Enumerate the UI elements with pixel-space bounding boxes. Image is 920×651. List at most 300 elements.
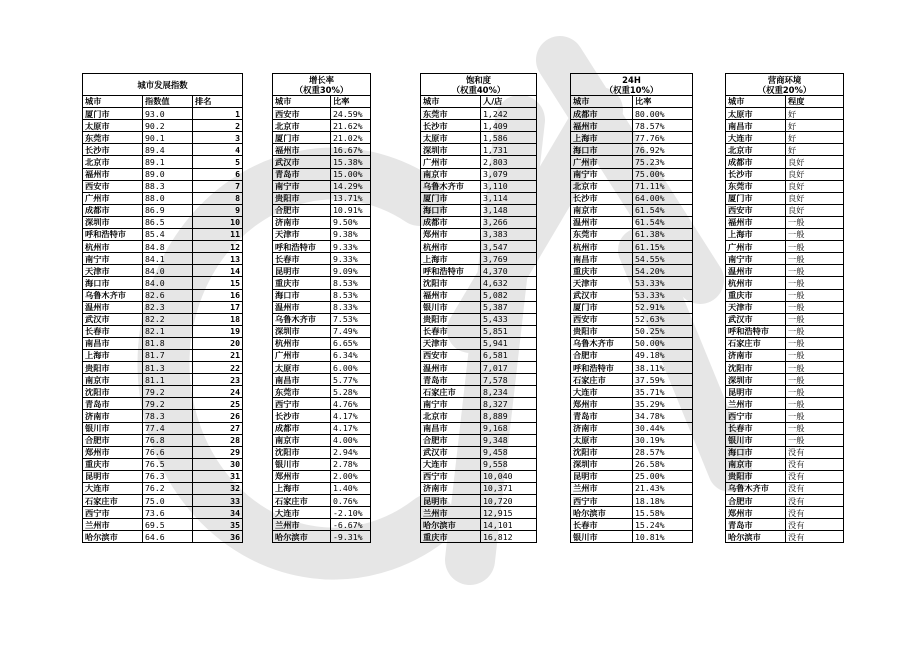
level-cell: 一般	[786, 301, 844, 313]
column-header-people-per-store: 人/店	[481, 96, 537, 108]
value-cell: 26.58%	[633, 458, 693, 470]
table-body	[421, 108, 537, 543]
table-row	[571, 180, 693, 192]
table-row	[273, 495, 371, 507]
value-cell: 61.54%	[633, 204, 693, 216]
city-cell: 广州市	[83, 192, 143, 204]
table-row	[421, 446, 537, 458]
rank-cell: 35	[193, 519, 243, 531]
table-row	[726, 495, 844, 507]
city-cell: 深圳市	[726, 374, 786, 386]
table-row	[421, 483, 537, 495]
value-cell: 4.17%	[331, 410, 371, 422]
value-cell: 75.23%	[633, 156, 693, 168]
table-row	[726, 422, 844, 434]
value-cell: 76.8	[143, 434, 193, 446]
table-row	[83, 434, 243, 446]
city-cell: 杭州市	[83, 241, 143, 253]
city-cell: 广州市	[726, 241, 786, 253]
city-cell: 贵阳市	[421, 313, 481, 325]
value-cell: 82.6	[143, 289, 193, 301]
table-row	[421, 204, 537, 216]
city-cell: 南宁市	[273, 180, 331, 192]
value-cell: 10,720	[481, 495, 537, 507]
table-row	[571, 470, 693, 482]
city-cell: 南京市	[83, 374, 143, 386]
value-cell: 5,082	[481, 289, 537, 301]
table-row	[421, 120, 537, 132]
city-cell: 大连市	[421, 458, 481, 470]
table-row	[83, 325, 243, 337]
24h-table	[570, 73, 693, 543]
city-cell: 乌鲁木齐市	[726, 483, 786, 495]
city-cell: 长沙市	[571, 192, 633, 204]
level-cell: 没有	[786, 458, 844, 470]
city-cell: 海口市	[273, 289, 331, 301]
value-cell: 5.28%	[331, 386, 371, 398]
level-cell: 一般	[786, 374, 844, 386]
table-row	[83, 531, 243, 543]
city-cell: 银川市	[273, 458, 331, 470]
value-cell: 16.67%	[331, 144, 371, 156]
table-row	[571, 531, 693, 543]
rank-cell: 16	[193, 289, 243, 301]
column-header-city: 城市	[273, 96, 331, 108]
table-row	[726, 301, 844, 313]
table-row	[273, 120, 371, 132]
city-cell: 沈阳市	[273, 446, 331, 458]
table-row	[273, 458, 371, 470]
table-row	[421, 325, 537, 337]
value-cell: 76.5	[143, 458, 193, 470]
value-cell: 64.00%	[633, 192, 693, 204]
table-row	[83, 132, 243, 144]
rank-cell: 1	[193, 108, 243, 120]
level-cell: 好	[786, 144, 844, 156]
city-cell: 南昌市	[726, 120, 786, 132]
level-cell: 良好	[786, 204, 844, 216]
table-row	[421, 374, 537, 386]
value-cell: 7.53%	[331, 313, 371, 325]
value-cell: 85.4	[143, 229, 193, 241]
level-cell: 没有	[786, 470, 844, 482]
city-cell: 杭州市	[726, 277, 786, 289]
value-cell: 15.38%	[331, 156, 371, 168]
value-cell: 6.34%	[331, 349, 371, 361]
table-row	[421, 313, 537, 325]
column-header-rank: 排名	[193, 96, 243, 108]
city-cell: 石家庄市	[571, 374, 633, 386]
value-cell: 76.92%	[633, 144, 693, 156]
city-cell: 乌鲁木齐市	[83, 289, 143, 301]
table-row	[726, 289, 844, 301]
value-cell: 81.8	[143, 337, 193, 349]
value-cell: 4.00%	[331, 434, 371, 446]
city-cell: 温州市	[83, 301, 143, 313]
city-cell: 哈尔滨市	[273, 531, 331, 543]
table-title	[421, 74, 537, 96]
table-row	[273, 132, 371, 144]
rank-cell: 31	[193, 470, 243, 482]
rank-cell: 4	[193, 144, 243, 156]
city-cell: 哈尔滨市	[83, 531, 143, 543]
table-row	[571, 132, 693, 144]
table-title: 城市发展指数	[83, 74, 243, 96]
value-cell: 81.3	[143, 362, 193, 374]
city-cell: 上海市	[273, 483, 331, 495]
value-cell: 1.40%	[331, 483, 371, 495]
rank-cell: 8	[193, 192, 243, 204]
growth-rate-table	[272, 73, 371, 543]
value-cell: 35.29%	[633, 398, 693, 410]
city-cell: 杭州市	[421, 241, 481, 253]
city-cell: 西宁市	[273, 398, 331, 410]
city-cell: 南京市	[726, 458, 786, 470]
rank-cell: 27	[193, 422, 243, 434]
table-row	[571, 313, 693, 325]
table-row	[273, 108, 371, 120]
level-cell: 良好	[786, 168, 844, 180]
table-row	[273, 349, 371, 361]
level-cell: 没有	[786, 483, 844, 495]
value-cell: 16,812	[481, 531, 537, 543]
table-row	[571, 192, 693, 204]
rank-cell: 32	[193, 483, 243, 495]
city-cell: 重庆市	[273, 277, 331, 289]
city-cell: 西安市	[726, 204, 786, 216]
city-cell: 成都市	[273, 422, 331, 434]
table-row	[273, 192, 371, 204]
city-cell: 厦门市	[726, 192, 786, 204]
city-cell: 广州市	[421, 156, 481, 168]
city-cell: 昆明市	[83, 470, 143, 482]
rank-cell: 2	[193, 120, 243, 132]
city-cell: 合肥市	[421, 434, 481, 446]
value-cell: 9.50%	[331, 216, 371, 228]
value-cell: 78.3	[143, 410, 193, 422]
value-cell: -6.67%	[331, 519, 371, 531]
rank-cell: 19	[193, 325, 243, 337]
table-row	[726, 325, 844, 337]
city-cell: 南昌市	[571, 253, 633, 265]
rank-cell: 18	[193, 313, 243, 325]
city-cell: 贵阳市	[726, 470, 786, 482]
city-cell: 上海市	[571, 132, 633, 144]
city-cell: 沈阳市	[421, 277, 481, 289]
table-row	[421, 337, 537, 349]
level-cell: 好	[786, 132, 844, 144]
table-title	[726, 74, 844, 96]
table-row	[273, 386, 371, 398]
table-row	[571, 277, 693, 289]
city-cell: 东莞市	[726, 180, 786, 192]
value-cell: 10.81%	[633, 531, 693, 543]
rank-cell: 20	[193, 337, 243, 349]
table-row	[83, 216, 243, 228]
level-cell: 一般	[786, 289, 844, 301]
table-row	[83, 289, 243, 301]
value-cell: 14.29%	[331, 180, 371, 192]
value-cell: 75.00%	[633, 168, 693, 180]
table-body	[273, 108, 371, 543]
value-cell: 5,433	[481, 313, 537, 325]
city-cell: 济南市	[273, 216, 331, 228]
value-cell: 15.24%	[633, 519, 693, 531]
value-cell: 9,558	[481, 458, 537, 470]
city-cell: 长春市	[571, 519, 633, 531]
city-cell: 长春市	[83, 325, 143, 337]
value-cell: 21.43%	[633, 483, 693, 495]
city-cell: 沈阳市	[83, 386, 143, 398]
city-cell: 哈尔滨市	[726, 531, 786, 543]
table-row	[83, 495, 243, 507]
table-title	[273, 74, 371, 96]
table-row	[421, 386, 537, 398]
city-cell: 福州市	[421, 289, 481, 301]
value-cell: 9,168	[481, 422, 537, 434]
city-cell: 太原市	[571, 434, 633, 446]
table-row	[421, 253, 537, 265]
table-row	[83, 120, 243, 132]
value-cell: 12,915	[481, 507, 537, 519]
value-cell: 8.53%	[331, 277, 371, 289]
city-cell: 青岛市	[421, 374, 481, 386]
value-cell: 3,079	[481, 168, 537, 180]
table-row	[571, 156, 693, 168]
table-row	[726, 470, 844, 482]
city-cell: 温州市	[273, 301, 331, 313]
table-row	[726, 120, 844, 132]
value-cell: 88.0	[143, 192, 193, 204]
city-cell: 大连市	[83, 483, 143, 495]
value-cell: 61.54%	[633, 216, 693, 228]
city-cell: 银川市	[726, 434, 786, 446]
value-cell: 77.76%	[633, 132, 693, 144]
table-row	[273, 507, 371, 519]
table-row	[571, 374, 693, 386]
city-cell: 深圳市	[571, 458, 633, 470]
city-cell: 沈阳市	[726, 362, 786, 374]
table-row	[726, 132, 844, 144]
table-row	[571, 386, 693, 398]
rank-cell: 5	[193, 156, 243, 168]
city-cell: 东莞市	[273, 386, 331, 398]
table-row	[421, 168, 537, 180]
city-cell: 成都市	[571, 108, 633, 120]
city-cell: 海口市	[421, 204, 481, 216]
value-cell: 7,578	[481, 374, 537, 386]
value-cell: 90.1	[143, 132, 193, 144]
value-cell: 6.00%	[331, 362, 371, 374]
value-cell: 4,370	[481, 265, 537, 277]
table-row	[273, 362, 371, 374]
city-cell: 福州市	[273, 144, 331, 156]
city-cell: 青岛市	[571, 410, 633, 422]
city-cell: 青岛市	[726, 519, 786, 531]
city-cell: 重庆市	[421, 531, 481, 543]
city-cell: 深圳市	[421, 144, 481, 156]
city-cell: 东莞市	[571, 229, 633, 241]
level-cell: 良好	[786, 156, 844, 168]
table-row	[421, 398, 537, 410]
value-cell: 88.3	[143, 180, 193, 192]
table-title-main: 增长率	[308, 74, 335, 85]
level-cell: 一般	[786, 337, 844, 349]
table-row	[421, 216, 537, 228]
city-cell: 大连市	[726, 132, 786, 144]
table-row	[273, 325, 371, 337]
city-cell: 福州市	[726, 216, 786, 228]
city-cell: 石家庄市	[726, 337, 786, 349]
value-cell: 76.2	[143, 483, 193, 495]
table-row	[421, 495, 537, 507]
table-row	[273, 531, 371, 543]
table-row	[571, 168, 693, 180]
value-cell: 8,327	[481, 398, 537, 410]
table-row	[571, 325, 693, 337]
table-row	[571, 144, 693, 156]
city-cell: 深圳市	[273, 325, 331, 337]
city-cell: 银川市	[83, 422, 143, 434]
column-header-city: 城市	[83, 96, 143, 108]
table-row	[83, 446, 243, 458]
level-cell: 一般	[786, 362, 844, 374]
value-cell: 64.6	[143, 531, 193, 543]
value-cell: 14,101	[481, 519, 537, 531]
table-row	[726, 362, 844, 374]
city-cell: 南京市	[421, 168, 481, 180]
table-row	[571, 398, 693, 410]
value-cell: 10,040	[481, 470, 537, 482]
value-cell: 25.00%	[633, 470, 693, 482]
table-row	[726, 349, 844, 361]
city-cell: 温州市	[726, 265, 786, 277]
city-cell: 乌鲁木齐市	[273, 313, 331, 325]
table-row	[571, 120, 693, 132]
value-cell: 80.00%	[633, 108, 693, 120]
level-cell: 一般	[786, 325, 844, 337]
level-cell: 一般	[786, 422, 844, 434]
city-cell: 南宁市	[421, 398, 481, 410]
city-cell: 上海市	[726, 229, 786, 241]
table-row	[421, 422, 537, 434]
table-row	[726, 531, 844, 543]
city-cell: 厦门市	[273, 132, 331, 144]
value-cell: 9,458	[481, 446, 537, 458]
city-cell: 大连市	[273, 507, 331, 519]
table-row	[421, 144, 537, 156]
value-cell: 73.6	[143, 507, 193, 519]
level-cell: 一般	[786, 229, 844, 241]
city-cell: 贵阳市	[571, 325, 633, 337]
table-row	[83, 108, 243, 120]
table-row	[726, 192, 844, 204]
city-cell: 石家庄市	[83, 495, 143, 507]
table-row	[726, 204, 844, 216]
level-cell: 一般	[786, 241, 844, 253]
city-cell: 长沙市	[273, 410, 331, 422]
table-row	[726, 446, 844, 458]
rank-cell: 23	[193, 374, 243, 386]
level-cell: 一般	[786, 386, 844, 398]
table-row	[273, 144, 371, 156]
city-cell: 合肥市	[571, 349, 633, 361]
table-row	[421, 301, 537, 313]
table-title-weight: （权重40%）	[451, 84, 506, 95]
value-cell: 3,114	[481, 192, 537, 204]
table-row	[421, 192, 537, 204]
table-row	[83, 483, 243, 495]
value-cell: 8.53%	[331, 289, 371, 301]
value-cell: 6,581	[481, 349, 537, 361]
column-header-index-value: 指数值	[143, 96, 193, 108]
table-row	[273, 204, 371, 216]
rank-cell: 28	[193, 434, 243, 446]
value-cell: 3,547	[481, 241, 537, 253]
city-cell: 东莞市	[421, 108, 481, 120]
table-title-weight: （权重30%）	[294, 84, 349, 95]
city-cell: 西宁市	[83, 507, 143, 519]
rank-cell: 33	[193, 495, 243, 507]
rank-cell: 36	[193, 531, 243, 543]
value-cell: 5,851	[481, 325, 537, 337]
value-cell: -9.31%	[331, 531, 371, 543]
table-row	[571, 289, 693, 301]
column-header-ratio: 比率	[331, 96, 371, 108]
column-header-city: 城市	[571, 96, 633, 108]
city-cell: 兰州市	[571, 483, 633, 495]
city-cell: 昆明市	[726, 386, 786, 398]
city-cell: 长沙市	[83, 144, 143, 156]
city-cell: 乌鲁木齐市	[421, 180, 481, 192]
table-row	[571, 253, 693, 265]
city-cell: 广州市	[273, 349, 331, 361]
business-environment-table	[725, 73, 844, 543]
table-row	[273, 374, 371, 386]
level-cell: 好	[786, 108, 844, 120]
city-cell: 太原市	[273, 362, 331, 374]
value-cell: 79.2	[143, 398, 193, 410]
value-cell: 6.65%	[331, 337, 371, 349]
city-cell: 银川市	[421, 301, 481, 313]
level-cell: 一般	[786, 349, 844, 361]
city-cell: 大连市	[571, 386, 633, 398]
table-title-main: 饱和度	[465, 74, 492, 85]
city-cell: 兰州市	[273, 519, 331, 531]
value-cell: 76.6	[143, 446, 193, 458]
table-row	[83, 253, 243, 265]
value-cell: 1,409	[481, 120, 537, 132]
city-cell: 重庆市	[83, 458, 143, 470]
table-row	[83, 458, 243, 470]
value-cell: 1,731	[481, 144, 537, 156]
level-cell: 一般	[786, 253, 844, 265]
rank-cell: 26	[193, 410, 243, 422]
table-row	[726, 410, 844, 422]
rank-cell: 11	[193, 229, 243, 241]
city-cell: 海口市	[571, 144, 633, 156]
saturation-table	[420, 73, 537, 543]
table-row	[83, 519, 243, 531]
city-cell: 银川市	[571, 531, 633, 543]
table-row	[571, 229, 693, 241]
value-cell: 3,110	[481, 180, 537, 192]
city-cell: 合肥市	[273, 204, 331, 216]
table-row	[273, 241, 371, 253]
value-cell: 21.62%	[331, 120, 371, 132]
city-cell: 南宁市	[571, 168, 633, 180]
table-row	[571, 265, 693, 277]
